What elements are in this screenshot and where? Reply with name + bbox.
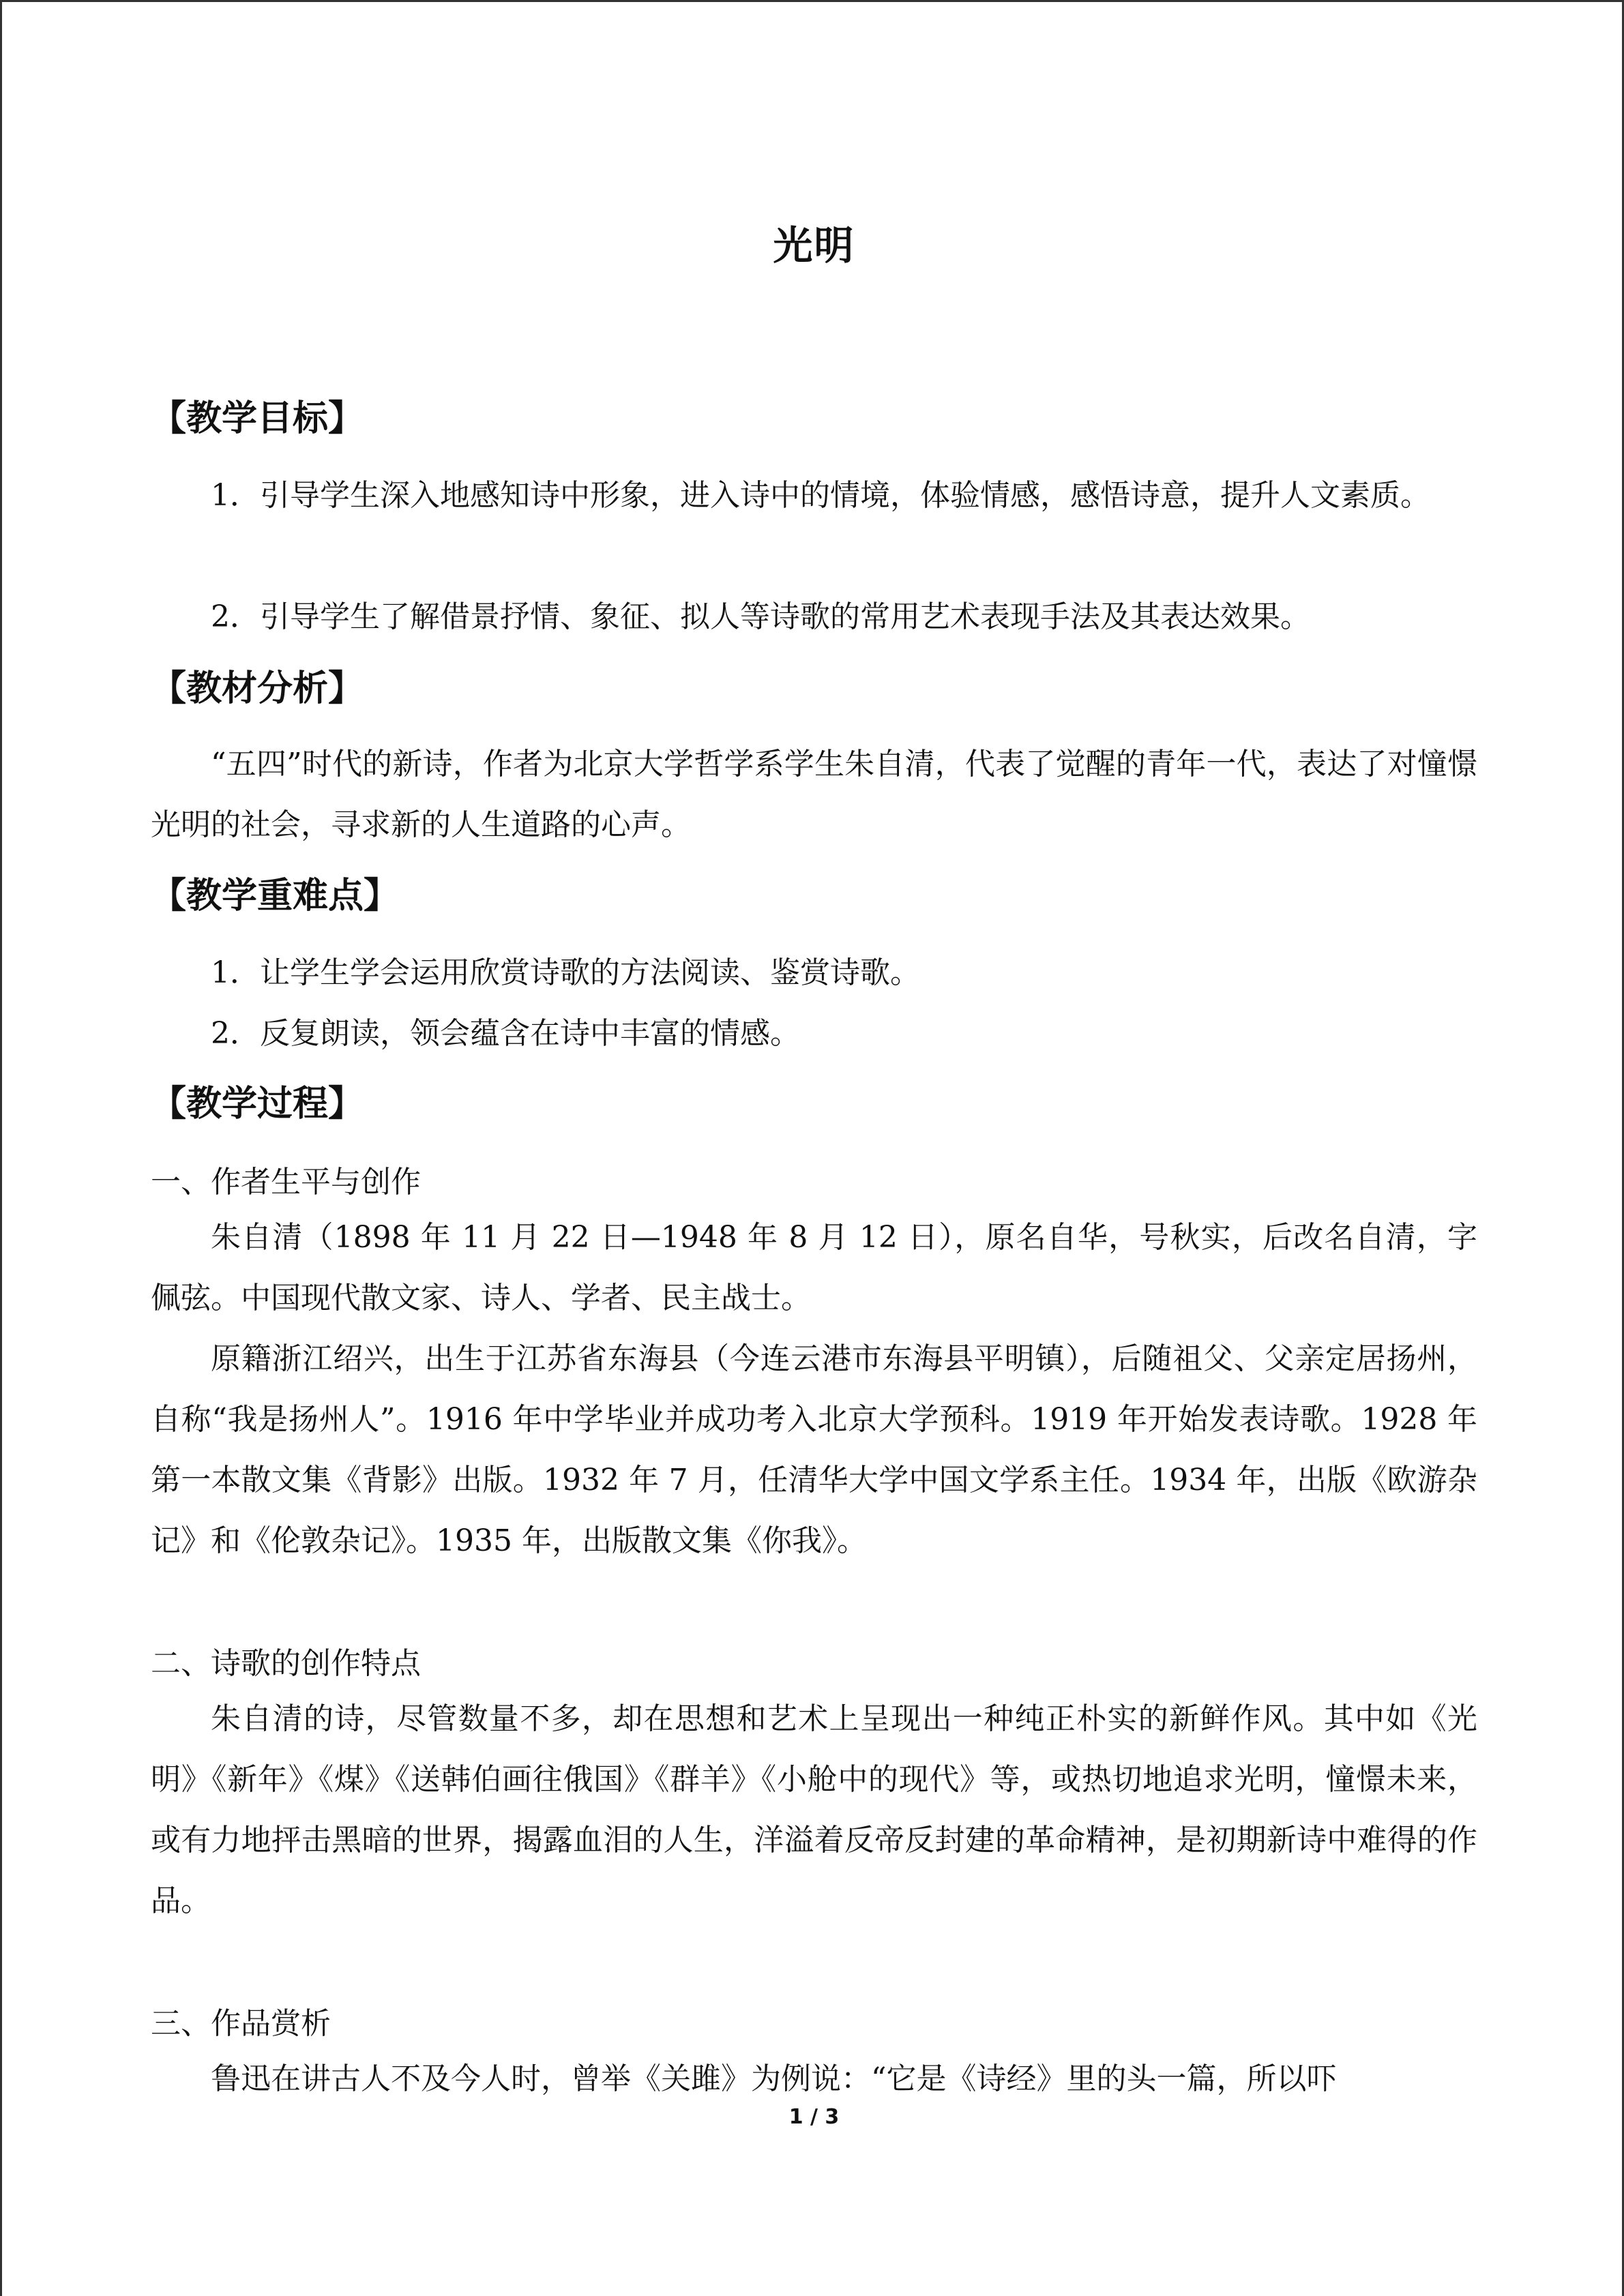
heading-key-points: 【教学重难点】 — [151, 876, 400, 916]
document-title: 光明 — [773, 222, 855, 269]
analysis-paragraph: “五四”时代的新诗，作者为北京大学哲学系学生朱自清，代表了觉醒的青年一代，表达了对憧憬光明的社会，寻求新的人生道路的心声。 — [151, 747, 1477, 842]
page-number: 1 / 3 — [788, 2105, 840, 2129]
heading-teaching-goals: 【教学目标】 — [151, 398, 364, 439]
keypoint-item-2: 2．反复朗读，领会蕴含在诗中丰富的情感。 — [211, 1016, 800, 1051]
appreciation-paragraph: 鲁迅在讲古人不及今人时，曾举《关雎》为例说：“它是《诗经》里的头一篇，所以吓 — [211, 2061, 1337, 2096]
author-paragraph-2: 原籍浙江绍兴，出生于江苏省东海县（今连云港市东海县平明镇），后随祖父、父亲定居扬州，自称“我是扬州人”。1916 年中学毕业并成功考入北京大学预科。1919 年开始发表诗歌。1928 年第一本散文集《背影》出版。1932 年 7 月，任清华大学中国文学系主任。1934 年，出版《欧游杂记》和《伦敦杂记》。1935 年，出版散文集《你我》。 — [151, 1341, 1477, 1558]
author-paragraph-1: 朱自清（1898 年 11 月 22 日—1948 年 8 月 12 日），原名自华，号秋实，后改名自清，字佩弦。中国现代散文家、诗人、学者、民主战士。 — [151, 1220, 1477, 1315]
goal-item-1: 1．引导学生深入地感知诗中形象，进入诗中的情境，体验情感，感悟诗意，提升人文素质。 — [211, 478, 1430, 513]
heading-material-analysis: 【教材分析】 — [151, 668, 364, 709]
heading-teaching-process: 【教学过程】 — [151, 1084, 364, 1124]
goal-item-2: 2．引导学生了解借景抒情、象征、拟人等诗歌的常用艺术表现手法及其表达效果。 — [211, 599, 1310, 634]
keypoint-item-1: 1．让学生学会运用欣赏诗歌的方法阅读、鉴赏诗歌。 — [211, 955, 920, 990]
subheading-work-appreciation: 三、作品赏析 — [151, 2006, 331, 2041]
subheading-poem-features: 二、诗歌的创作特点 — [151, 1646, 421, 1681]
subheading-author-life: 一、作者生平与创作 — [151, 1165, 421, 1199]
features-paragraph: 朱自清的诗，尽管数量不多，却在思想和艺术上呈现出一种纯正朴实的新鲜作风。其中如《光明》《新年》《煤》《送韩伯画往俄国》《群羊》《小舱中的现代》等，或热切地追求光明，憧憬未来，或有力地抨击黑暗的世界，揭露血泪的人生，洋溢着反帝反封建的革命精神，是初期新诗中难得的作品。 — [151, 1701, 1477, 1918]
